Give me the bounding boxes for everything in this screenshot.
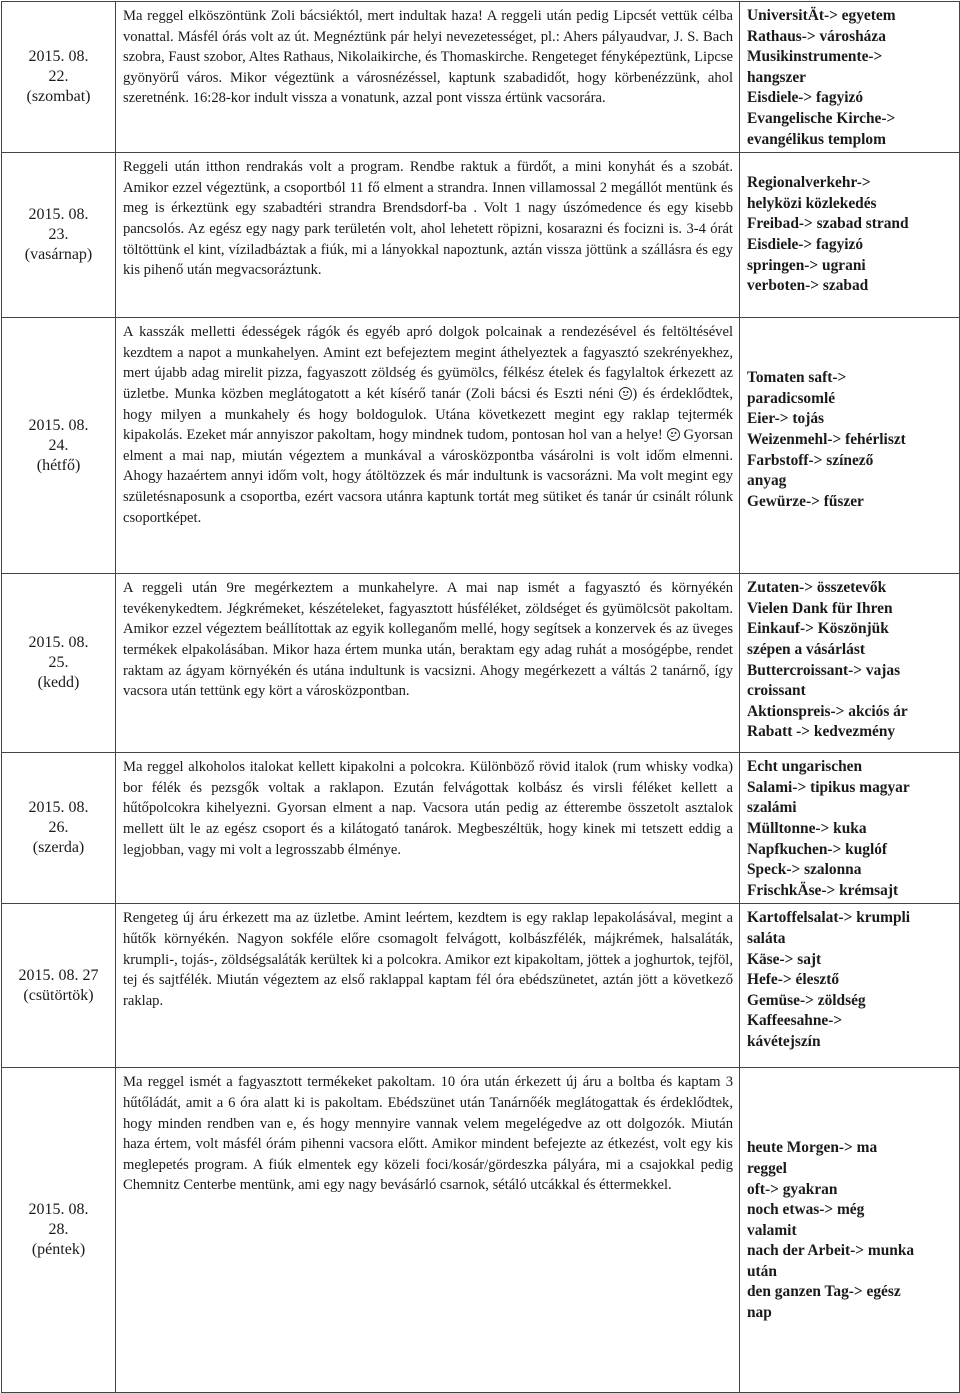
smiley-icon — [667, 428, 680, 441]
date-line: 22. — [48, 68, 69, 86]
weekday-label: (péntek) — [31, 1241, 86, 1259]
vocab-item: oft-> gyakran — [747, 1180, 838, 1198]
vocab-item: paradicsomlé — [747, 389, 836, 407]
vocab-item: Tomaten saft-> — [747, 369, 847, 387]
diary-entry-text: Reggeli után itthon rendrakás volt a program. Rendbe raktuk a fürdőt, a mini konyhát és a szobát. Amikor ezzel végeztünk, a csoportból 11 fő elment a strandra. Innen villamossal 2 megállót mentünk és meg is érkeztünk egy szabadtéri strandra Brendsdorf-ba . Volt 1 nagy úszómedence és egy kisebb pancsolós. Az egész egy nagy park területén volt, ahol lehetett röpizni, kosarazni és focizni is. 3-4 órát töltöttünk el kint, víziladbáztak a fiúk, mi a lányokkal napoztunk, aztán vissza jöttünk a szállásra és egy kis pihenő után megvacsoráztunk. — [116, 153, 740, 318]
vocab-item: Eisdiele-> fagyizó — [747, 89, 864, 107]
date-line: 24. — [48, 436, 69, 454]
vocab-item: nap — [747, 1304, 772, 1322]
vocab-item: anyag — [747, 472, 787, 490]
weekday-label: (szombat) — [26, 88, 91, 106]
vocab-item: Gemüse-> zöldség — [747, 991, 866, 1009]
vocab-item: Farbstoff-> színező — [747, 451, 874, 469]
diary-entry-text: Rengeteg új áru érkezett ma az üzletbe. Amint leértem, kezdtem is egy raklap lepakolásával, megint a hűtők környékén. Nagyon sokféle előre csomagolt felvágott, kolbászfélék, májkrémek, halsaláták, krumpli-, tojás-, zöldségsaláták kerültek ki a polcokra. Amikor ezt kipakoltam, jöttek a joghurtok, tejföl, tej és sajtfélék. Miután végeztem az első raklappal kaptam fél óra ebédszünetet, aztán jött a következő raklap. — [116, 904, 740, 1068]
vocab-item: evangélikus templom — [747, 130, 886, 148]
vocab-item: Vielen Dank für Ihren — [747, 599, 893, 617]
vocab-item: Kartoffelsalat-> krumpli — [747, 909, 911, 927]
vocab-item: den ganzen Tag-> egész — [747, 1283, 901, 1301]
vocab-item: helyközi közlekedés — [747, 194, 877, 212]
vocab-item: Aktionspreis-> akciós ár — [747, 702, 908, 720]
diary-row-2015-08-24 — [2, 318, 960, 574]
diary-row-2015-08-27 — [2, 904, 960, 1068]
vocab-item: Buttercroissant-> vajas — [747, 661, 901, 679]
vocab-item: után — [747, 1262, 777, 1280]
vocab-item: szalámi — [747, 799, 797, 817]
date-cell — [2, 904, 116, 1068]
vocab-item: UniversitÄt-> egyetem — [747, 7, 896, 24]
vocab-item: Gewürze-> fűszer — [747, 492, 864, 510]
diary-entry-text: A reggeli után 9re megérkeztem a munkahelyre. A mai nap ismét a fagyasztó és környékén tevékenykedtem. Jégkrémeket, készételeket, fagyasztott húsféléket, zöldséget és gyümölcsöt pakoltam. Amikor ezzel végeztem beállítottak az egyik kolleganőm mellé, hogy segítsek a konzervek és az üveges termékek elpakolásában. Mikor haza értem munka után, beraktam egy adag ruhát a mosógépbe, rendet raktam az ágyam környékén és utána indultunk is vacsizni. Ahogy megérkezett a váltás 2 tanárnő, így vacsora után tettünk egy kört a városközpontban. — [116, 574, 740, 753]
vocab-item: verboten-> szabad — [747, 277, 869, 295]
entry-part: ) és érdeklődtek, hogy milyen a munkahely és hogy boldogulok. Utána következett megint egy raklap tejtermék kipakolás. Ezeket már annyiszor pakoltam, hogy mindnek tudom, pontosan hol van a helye! — [123, 385, 733, 444]
date-cell — [2, 318, 116, 574]
vocab-item: FrischkÄse-> krémsajt — [747, 881, 899, 899]
vocab-item: Eier-> tojás — [747, 410, 825, 428]
vocab-item: Einkauf-> Köszönjük — [747, 620, 889, 638]
vocab-item: heute Morgen-> ma — [747, 1139, 878, 1157]
vocabulary-list — [740, 753, 960, 904]
date-cell — [2, 153, 116, 318]
date-line: 25. — [48, 654, 69, 672]
weekday-label: (kedd) — [37, 674, 80, 692]
vocab-item: Evangelische Kirche-> — [747, 109, 896, 127]
vocabulary-list — [740, 1068, 960, 1393]
date-line: 2015. 08. — [28, 799, 89, 817]
vocab-item: noch etwas-> még — [747, 1201, 865, 1219]
vocab-item: Eisdiele-> fagyizó — [747, 235, 864, 253]
vocab-item: hangszer — [747, 68, 806, 86]
vocab-item: Hefe-> élesztő — [747, 971, 840, 989]
vocab-item: Mülltonne-> kuka — [747, 819, 867, 837]
vocab-item: springen-> ugrani — [747, 256, 866, 274]
date-line: 23. — [48, 226, 69, 244]
vocab-item: Rabatt -> kedvezmény — [747, 723, 896, 741]
vocabulary-list — [740, 904, 960, 1068]
date-cell — [2, 753, 116, 904]
vocab-item: Speck-> szalonna — [747, 861, 862, 879]
vocab-item: Rathaus-> városháza — [747, 27, 886, 45]
vocab-item: Napfkuchen-> kuglóf — [747, 840, 888, 858]
vocab-item: Echt ungarischen — [747, 758, 863, 776]
diary-entry-text: Ma reggel alkoholos italokat kellett kipakolni a polcokra. Különböző rövid italok (rum whisky vodka) bor félék és pezsgők voltak a raklapon. Ezután felvágottak kolbász és virsli féléket kellett a hűtőpolcokra kihelyezni. Gyorsan elment a nap. Vacsora után pedig az étterembe összetolt asztalok mellett ült le az egész csoport és a kilátogató tanárok. Megbeszéltük, hogy kinek mi tetszett eddig a legjobban, vagy mi volt a legrosszabb élménye. — [116, 753, 740, 904]
vocab-item: valamit — [747, 1221, 797, 1239]
vocab-item: Regionalverkehr-> — [747, 174, 871, 192]
vocab-item: szépen a vásárlást — [747, 640, 865, 658]
vocab-item: nach der Arbeit-> munka — [747, 1242, 915, 1260]
diary-row-2015-08-22 — [2, 2, 960, 153]
weekday-label: (csütörtök) — [23, 986, 94, 1004]
date-line: 28. — [48, 1221, 69, 1239]
date-line: 2015. 08. — [28, 48, 89, 66]
vocab-item: Kaffeesahne-> — [747, 1012, 843, 1030]
vocabulary-list — [740, 2, 960, 153]
vocab-item: reggel — [747, 1159, 787, 1177]
vocab-item: saláta — [747, 929, 786, 947]
vocabulary-list — [740, 153, 960, 318]
diary-row-2015-08-26 — [2, 753, 960, 904]
vocab-item: Zutaten-> összetevők — [747, 579, 887, 597]
diary-row-2015-08-28 — [2, 1068, 960, 1393]
weekday-label: (szerda) — [32, 839, 85, 857]
smiley-icon — [619, 387, 632, 400]
entry-part: A kasszák melletti édességek rágók és egyéb apró dolgok polcainak a rendezésével és feltöltésével kezdtem a napot a munkahelyen. Amint ezt befejeztem megint áthelyeztek a fagyasztó szekrényekhez, mert újabb adag mirelit pizza, fagyaszott zöldség és gyümölcs, félkész ételek és fagylaltok érkezett az üzletbe. Munka közben meglátogatott a két kísérő tanár (Zoli bácsi és Eszti néni — [123, 324, 733, 402]
date-line: 2015. 08. — [28, 416, 89, 434]
date-line: 26. — [48, 819, 69, 837]
diary-entry-text: Ma reggel ismét a fagyasztott termékeket pakoltam. 10 óra után érkezett új áru a boltba és kaptam 3 hűtőládát, amit a 6 óra alatt ki is pakoltam. Ebédszünet után Tanárnőék meglátogattak és érdeklődtek, hogy minden rendben van e, és hogy mennyire vannak velem megelégedve az ott dolgozók. Miután haza értem, volt másfél órám pihenni vacsora előtt. Amikor mindent befejezte az étkezést, volt egy kis meglepetés program. A fiúk elmentek egy közeli foci/kosár/gördeszka pályára, mi a csajokkal pedig Chemnitz Centerbe mentünk, ami egy nagy bevásárló csarnok, sétáló utcákkal és éttermekkel. — [116, 1068, 740, 1393]
vocab-item: Freibad-> szabad strand — [747, 215, 909, 233]
diary-row-2015-08-25 — [2, 574, 960, 753]
vocab-item: kávétejszín — [747, 1032, 821, 1050]
date-cell — [2, 1068, 116, 1393]
date-line: 2015. 08. — [28, 634, 89, 652]
vocabulary-list — [740, 318, 960, 574]
vocabulary-list — [740, 574, 960, 753]
entry-part: Gyorsan elment a mai nap, miután végeztem a munkával a városközpontba vásárolni is volt időm elmenni. Ahogy hazaértem annyi időm volt, hogy átöltözzek és már indultunk is vacsorázni. Ma volt megint egy születésnaposunk a csoportba, ezért vacsora utánra kaptunk tortát meg sütiket és tanár úr csinált rólunk csoportképet. — [123, 427, 733, 526]
vocab-item: Käse-> sajt — [747, 950, 822, 968]
weekday-label: (hétfő) — [36, 456, 81, 474]
vocab-item: Salami-> tipikus magyar — [747, 778, 910, 796]
diary-table — [1, 1, 960, 1393]
vocab-item: Weizenmehl-> fehérliszt — [747, 430, 906, 448]
diary-entry-text — [116, 318, 740, 574]
date-cell — [2, 2, 116, 153]
vocab-item: Musikinstrumente-> — [747, 48, 883, 66]
date-line: 2015. 08. — [28, 1201, 89, 1219]
vocab-item: croissant — [747, 682, 806, 700]
diary-row-2015-08-23 — [2, 153, 960, 318]
date-line: 2015. 08. 27 — [18, 966, 99, 984]
weekday-label: (vasárnap) — [24, 246, 93, 264]
date-line: 2015. 08. — [28, 206, 89, 224]
date-cell — [2, 574, 116, 753]
diary-entry-text: Ma reggel elköszöntünk Zoli bácsiéktól, mert indultak haza! A reggeli után pedig Lipcsét vettük célba vonattal. Másfél órás volt az út. Megnéztünk pár helyi nevezetességet, pl.: Ahers pályaudvar, J. S. Bach szobra, Faust szobor, Altes Rathaus, Nikolaikirche, és Thomaskirche. Rengeteget fényképeztünk, Lipcse gyönyörű város. Mikor végeztünk a városnézéssel, kaptunk szabadidőt, hogy körbenézzünk, ahol szeretnénk. 16:28-kor indult vissza a vonatunk, azzal pont vissza értünk vacsorára. — [116, 2, 740, 153]
